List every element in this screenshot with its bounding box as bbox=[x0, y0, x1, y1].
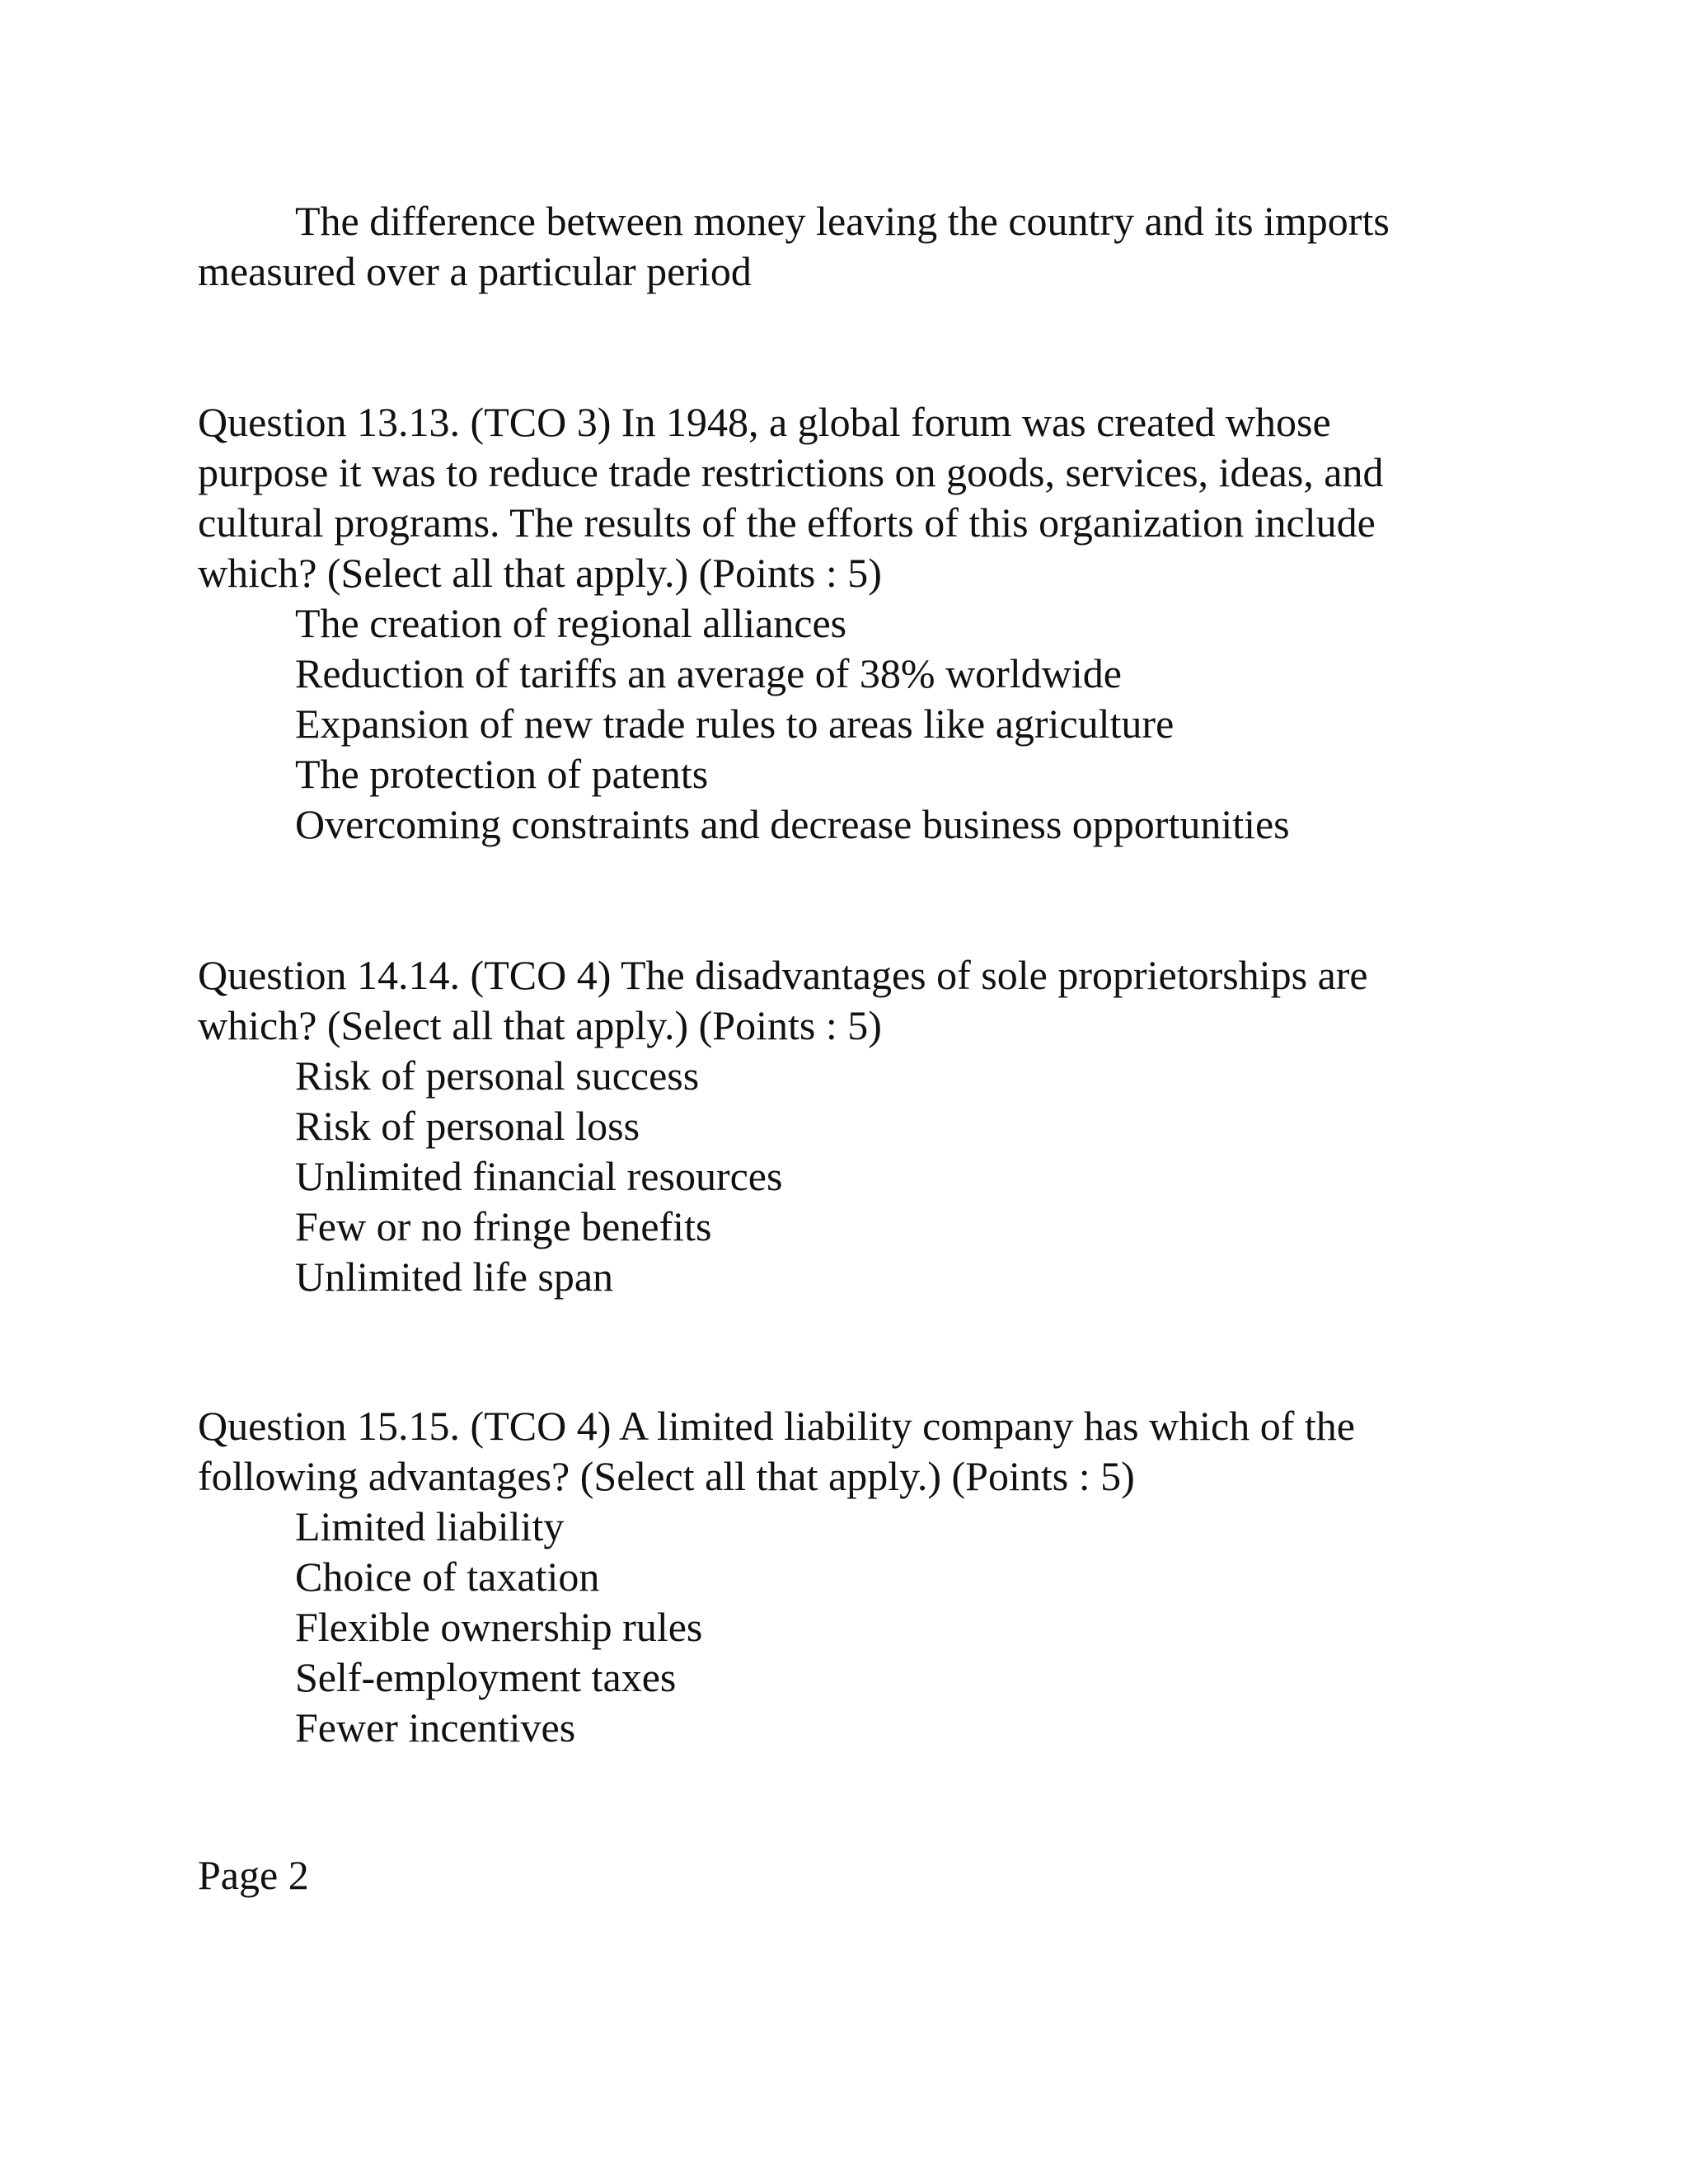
question-15-option-3: Flexible ownership rules bbox=[295, 1604, 703, 1650]
question-13-options bbox=[198, 598, 1383, 850]
question-15 bbox=[198, 1401, 1355, 1753]
question-13-option-5: Overcoming constraints and decrease business opportunities bbox=[295, 801, 1290, 847]
question-15-option-1: Limited liability bbox=[295, 1503, 565, 1549]
question-14-options bbox=[198, 1051, 1368, 1302]
question-13-line-2: purpose it was to reduce trade restrictions on goods, services, ideas, and bbox=[198, 449, 1384, 495]
question-14-option-3: Unlimited financial resources bbox=[295, 1153, 783, 1199]
question-13-option-1: The creation of regional alliances bbox=[295, 600, 847, 646]
question-13 bbox=[198, 397, 1383, 850]
intro-answer-option bbox=[198, 196, 1390, 297]
question-13-option-3: Expansion of new trade rules to areas like agriculture bbox=[295, 701, 1175, 747]
question-14-option-4: Few or no fringe benefits bbox=[295, 1203, 712, 1249]
question-13-line-3: cultural programs. The results of the efforts of this organization include bbox=[198, 499, 1376, 546]
intro-line-1: The difference between money leaving the country and its imports bbox=[295, 198, 1390, 244]
question-15-options bbox=[198, 1502, 1355, 1753]
question-14-option-2: Risk of personal loss bbox=[295, 1103, 640, 1149]
question-14-line-1: Question 14.14. (TCO 4) The disadvantages of sole proprietorships are bbox=[198, 952, 1368, 998]
intro-line-2: measured over a particular period bbox=[198, 248, 752, 294]
page-number: Page 2 bbox=[198, 1852, 309, 1898]
question-14 bbox=[198, 950, 1368, 1302]
question-15-line-2: following advantages? (Select all that apply.) (Points : 5) bbox=[198, 1453, 1135, 1499]
question-13-option-2: Reduction of tariffs an average of 38% worldwide bbox=[295, 650, 1122, 696]
question-13-line-4: which? (Select all that apply.) (Points : 5) bbox=[198, 550, 882, 596]
question-15-option-5: Fewer incentives bbox=[295, 1704, 576, 1750]
question-13-option-4: The protection of patents bbox=[295, 751, 709, 797]
question-14-option-5: Unlimited life span bbox=[295, 1254, 614, 1300]
question-13-line-1: Question 13.13. (TCO 3) In 1948, a global forum was created whose bbox=[198, 399, 1331, 445]
question-15-line-1: Question 15.15. (TCO 4) A limited liability company has which of the bbox=[198, 1403, 1355, 1449]
question-14-option-1: Risk of personal success bbox=[295, 1052, 700, 1099]
question-15-option-4: Self-employment taxes bbox=[295, 1654, 677, 1700]
question-14-line-2: which? (Select all that apply.) (Points : 5) bbox=[198, 1002, 882, 1048]
question-15-option-2: Choice of taxation bbox=[295, 1554, 600, 1600]
